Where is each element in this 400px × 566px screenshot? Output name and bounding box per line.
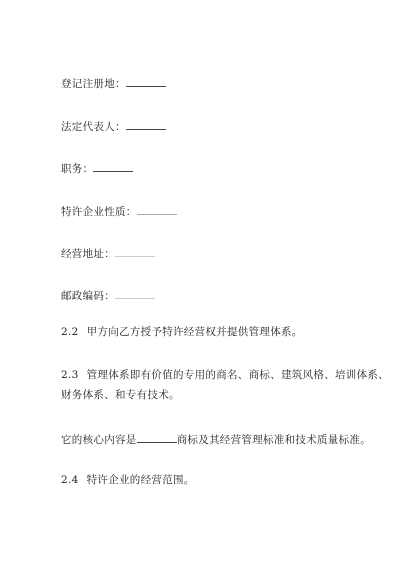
field-registration-place bbox=[61, 75, 166, 91]
clause-number: 2.4 bbox=[61, 474, 79, 486]
core-prefix: 它的核心内容是 bbox=[61, 434, 137, 446]
fill-blank bbox=[137, 431, 177, 443]
clause-2-2 bbox=[61, 325, 303, 339]
core-content-line bbox=[61, 431, 371, 447]
clause-text: 管理体系即有价值的专用的商名、商标、建筑风格、培训体系、 bbox=[86, 369, 390, 381]
clause-text: 特许企业的经营范围。 bbox=[86, 474, 195, 486]
clause-number: 2.2 bbox=[61, 326, 79, 338]
field-legal-representative bbox=[61, 118, 166, 134]
field-position bbox=[61, 160, 133, 176]
fill-blank bbox=[137, 203, 177, 215]
fill-blank bbox=[126, 75, 166, 87]
fill-blank bbox=[93, 160, 133, 172]
field-label: 职务： bbox=[61, 163, 94, 175]
fill-blank bbox=[115, 245, 155, 257]
field-label: 邮政编码： bbox=[61, 290, 115, 302]
clause-text: 财务体系、和专有技术。 bbox=[61, 389, 180, 401]
core-suffix: 商标及其经营管理标准和技术质量标准。 bbox=[176, 434, 372, 446]
fill-blank bbox=[115, 287, 155, 299]
field-franchise-nature bbox=[61, 203, 177, 219]
field-label: 法定代表人： bbox=[61, 121, 126, 133]
field-label: 经营地址： bbox=[61, 248, 115, 260]
clause-2-4 bbox=[61, 473, 195, 487]
field-postal-code bbox=[61, 287, 155, 303]
field-label: 登记注册地： bbox=[61, 78, 126, 90]
field-business-address bbox=[61, 245, 155, 261]
fill-blank bbox=[126, 118, 166, 130]
clause-text: 甲方向乙方授予特许经营权并提供管理体系。 bbox=[86, 326, 303, 338]
clause-number: 2.3 bbox=[61, 369, 79, 381]
clause-2-3-line-1 bbox=[61, 368, 389, 382]
field-label: 特许企业性质： bbox=[61, 206, 137, 218]
clause-2-3-line-2 bbox=[61, 388, 180, 402]
